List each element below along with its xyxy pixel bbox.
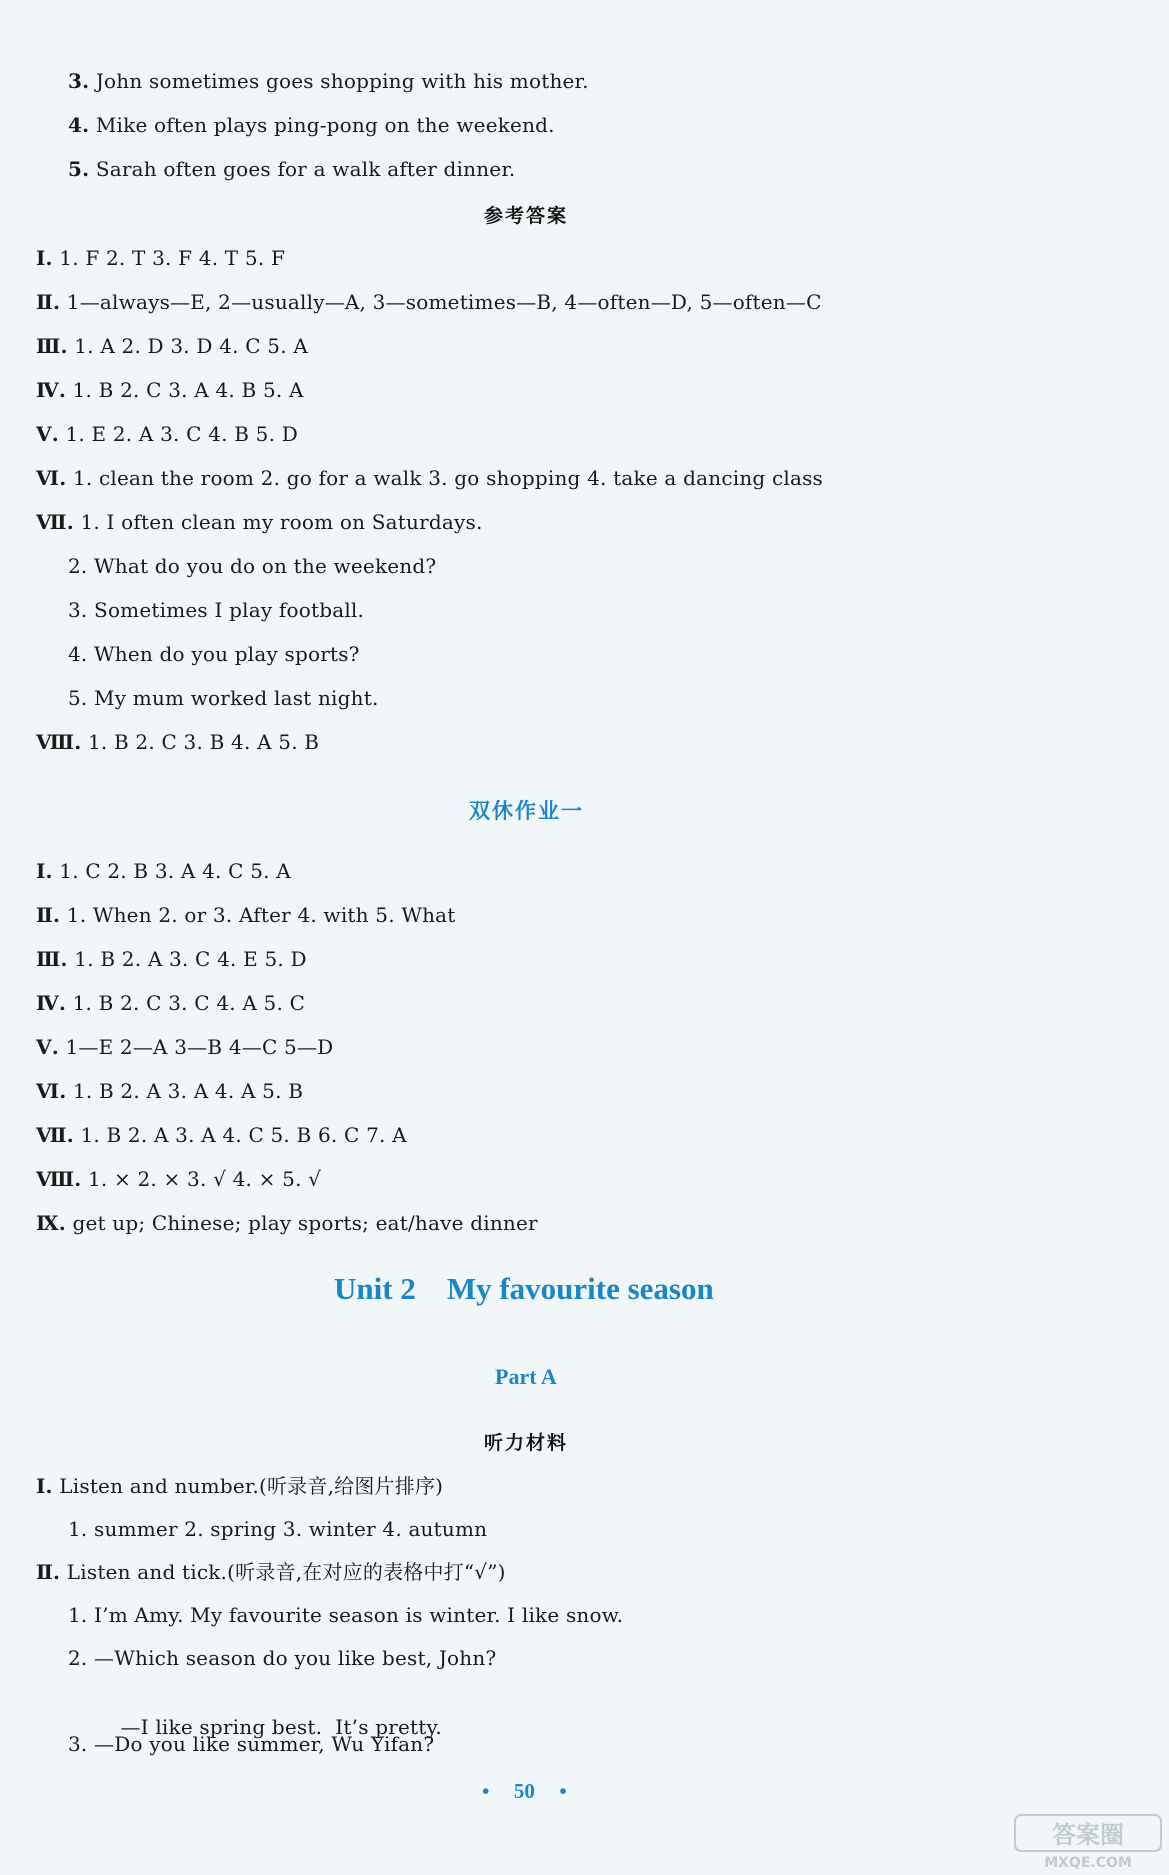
answer-line: Ⅳ. 1. B 2. C 3. A 4. B 5. A [36,378,304,402]
svg-text:答案圈: 答案圈 [1052,1821,1124,1849]
weekend-heading: 双休作业一 [469,799,584,823]
answer-line: Ⅱ. 1—always—E, 2—usually—A, 3—sometimes—B, 4—often—D, 5—often—C [36,290,822,314]
answer-line: Ⅲ. 1. A 2. D 3. D 4. C 5. A [36,334,308,358]
answer-line: 4. When do you play sports? [68,642,360,666]
answer-line: Ⅴ. 1. E 2. A 3. C 4. B 5. D [36,422,298,446]
weekend-line: Ⅸ. get up; Chinese; play sports; eat/have dinner [36,1211,538,1235]
listening-line: 2. —Which season do you like best, John? [68,1646,497,1670]
watermark-logo [1013,1813,1163,1871]
answer-line: Ⅷ. 1. B 2. C 3. B 4. A 5. B [36,730,320,754]
answer-line: 2. What do you do on the weekend? [68,554,437,578]
page-number-value: 50 [513,1779,535,1803]
answer-line: Ⅰ. 1. F 2. T 3. F 4. T 5. F [36,246,286,270]
weekend-line: Ⅴ. 1—E 2—A 3—B 4—C 5—D [36,1035,334,1059]
listening-line: Ⅰ. Listen and number.(听录音,给图片排序) [36,1474,444,1498]
page-number [482,1779,567,1804]
answers-heading: 参考答案 [484,205,569,227]
weekend-line: Ⅳ. 1. B 2. C 3. C 4. A 5. C [36,991,306,1015]
weekend-line: Ⅲ. 1. B 2. A 3. C 4. E 5. D [36,947,307,971]
listening-line: 3. —Do you like summer, Wu Yifan? [68,1732,435,1756]
weekend-line: Ⅱ. 1. When 2. or 3. After 4. with 5. What [36,903,456,927]
listening-line: 1. summer 2. spring 3. winter 4. autumn [68,1517,488,1541]
listening-heading: 听力材料 [484,1432,569,1454]
answer-line: Ⅶ. 1. I often clean my room on Saturdays. [36,510,483,534]
listening-line: —I like spring best. It’s pretty. [94,1715,442,1739]
part-title: Part A [495,1364,557,1389]
listening-line: 1. I’m Amy. My favourite season is winter. I like snow. [68,1603,624,1627]
top-line: 5. Sarah often goes for a walk after dinner. [68,157,516,181]
listening-line: Ⅱ. Listen and tick.(听录音,在对应的表格中打“√”) [36,1560,506,1584]
page-dot-left: • [482,1779,490,1803]
weekend-line: Ⅰ. 1. C 2. B 3. A 4. C 5. A [36,859,291,883]
page-dot-right: • [559,1779,567,1803]
top-line: 4. Mike often plays ping-pong on the weekend. [68,113,555,137]
top-line: 3. John sometimes goes shopping with his mother. [68,69,589,93]
unit-title: Unit 2 My favourite season [334,1271,714,1306]
weekend-line: Ⅶ. 1. B 2. A 3. A 4. C 5. B 6. C 7. A [36,1123,407,1147]
weekend-line: Ⅷ. 1. × 2. × 3. √ 4. × 5. √ [36,1167,322,1191]
watermark-text: MXQE.COM [1044,1855,1132,1871]
answer-line: 3. Sometimes I play football. [68,598,365,622]
answer-line: 5. My mum worked last night. [68,686,379,710]
weekend-line: Ⅵ. 1. B 2. A 3. A 4. A 5. B [36,1079,304,1103]
answer-line: Ⅵ. 1. clean the room 2. go for a walk 3. go shopping 4. take a dancing class [36,466,824,490]
